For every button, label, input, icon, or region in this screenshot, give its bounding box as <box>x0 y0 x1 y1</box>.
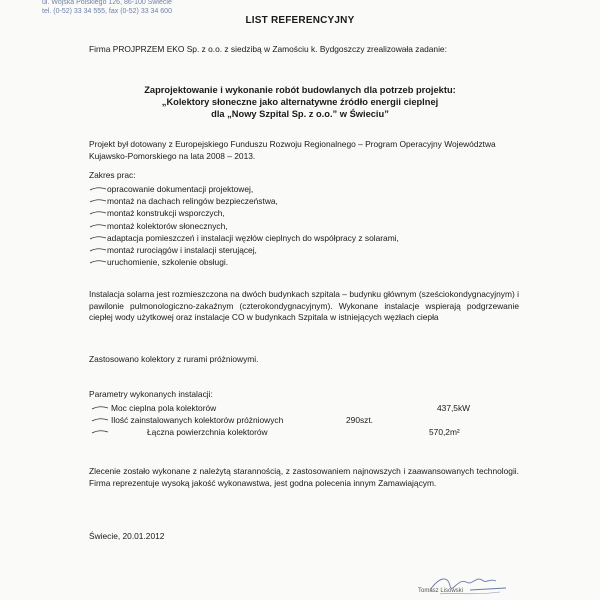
project-title-line-2: „Kolektory słoneczne jako alternatywne źródło energii cieplnej <box>161 97 439 107</box>
parameter-label: Łączna powierzchnia kolektorów <box>147 427 268 437</box>
signature-name: Tomasz Lisowski <box>418 588 464 594</box>
parameters-heading: Parametry wykonanych instalacji: <box>89 389 213 399</box>
parameters-list <box>89 402 529 438</box>
parameter-row <box>89 426 529 438</box>
list-item <box>89 256 399 268</box>
dash-icon <box>89 259 107 265</box>
list-item <box>89 195 399 207</box>
dash-icon <box>89 198 107 204</box>
list-item-text: opracowanie dokumentacji projektowej, <box>107 184 254 194</box>
dash-icon <box>89 223 107 229</box>
dash-icon <box>89 186 107 192</box>
list-item <box>89 207 399 219</box>
letterhead-address <box>42 0 172 16</box>
dash-icon <box>89 235 107 241</box>
place-date: Świecie, 20.01.2012 <box>89 531 165 541</box>
list-item <box>89 220 399 232</box>
list-item-text: montaż konstrukcji wsporczych, <box>107 208 225 219</box>
list-item <box>89 232 399 244</box>
dash-icon <box>89 210 107 216</box>
list-item <box>89 244 399 256</box>
parameter-label: Moc cieplna pola kolektorów <box>111 403 217 413</box>
list-item-text: montaż kolektorów słonecznych, <box>107 220 228 231</box>
signature-icon <box>410 572 520 600</box>
parameter-row <box>89 414 529 426</box>
project-title-line-3: dla „Nowy Szpital Sp. z o.o.” w Świeciu” <box>211 109 389 119</box>
scope-heading: Zakres prac: <box>89 170 136 180</box>
funding-paragraph: Projekt był dotowany z Europejskiego Funduszu Rozwoju Regionalnego – Program Operacyjny Województwa Kujawsko-Pomorskiego na lata 2008 – 2013. <box>89 139 496 161</box>
letterhead-line-phone: tel. (0-52) 33 34 555, fax (0-52) 33 34 600 <box>42 8 172 15</box>
list-item-text: adaptacja pomieszczeń i instalacji węzłów cieplnych do współpracy z solarami, <box>107 232 399 243</box>
parameter-label: Ilość zainstalowanych kolektorów próżniowych <box>111 415 284 425</box>
dash-icon <box>91 429 109 435</box>
document-title: LIST REFERENCYJNY <box>245 15 355 26</box>
scope-list <box>89 183 399 268</box>
letterhead-line-address: ul. Wojska Polskiego 126, 86-100 Świecie <box>42 0 172 6</box>
list-item-text: montaż na dachach relingów bezpieczeństwa, <box>107 196 278 207</box>
parameter-row <box>89 402 529 414</box>
parameter-value: 290szt. <box>346 415 374 425</box>
installation-paragraph: Instalacja solarna jest rozmieszczona na dwóch budynkach szpitala – budynku głównym (sześciokondygnacyjnym) i pawilonie pulmonologiczno-zakaźnym (czterokondygnacyjnym). Wykonane instalacje wspierają podgrzewanie ciepłej wody użytkowej oraz instalacje CO w budynkach Szpitala w istniejących węzłach ciepła <box>89 289 519 323</box>
project-title-line-1: Zaprojektowanie i wykonanie robót budowlanych dla potrzeb projektu: <box>144 85 456 95</box>
dash-icon <box>89 247 107 253</box>
dash-icon <box>91 417 109 423</box>
dash-icon <box>91 405 109 411</box>
list-item-text: uruchomienie, szkolenie obsługi. <box>107 257 229 268</box>
collectors-paragraph: Zastosowano kolektory z rurami próżniowymi. <box>89 354 259 364</box>
list-item-text: montaż rurociągów i instalacji sterującej, <box>107 245 257 256</box>
project-title <box>75 84 525 120</box>
list-item <box>89 183 399 195</box>
parameter-value: 570,2m² <box>429 427 460 437</box>
parameter-value: 437,5kW <box>437 403 471 413</box>
intro-paragraph: Firma PROJPRZEM EKO Sp. z o.o. z siedzibą w Zamościu k. Bydgoszczy zrealizowała zadanie: <box>89 44 447 54</box>
closing-paragraph: Zlecenie zostało wykonane z należytą starannością, z zastosowaniem najnowszych i zaawansowanych technologii. Firma reprezentuje wysoką jakość wykonawstwa, jest godna polecenia innym Zamawiającym. <box>89 466 519 488</box>
